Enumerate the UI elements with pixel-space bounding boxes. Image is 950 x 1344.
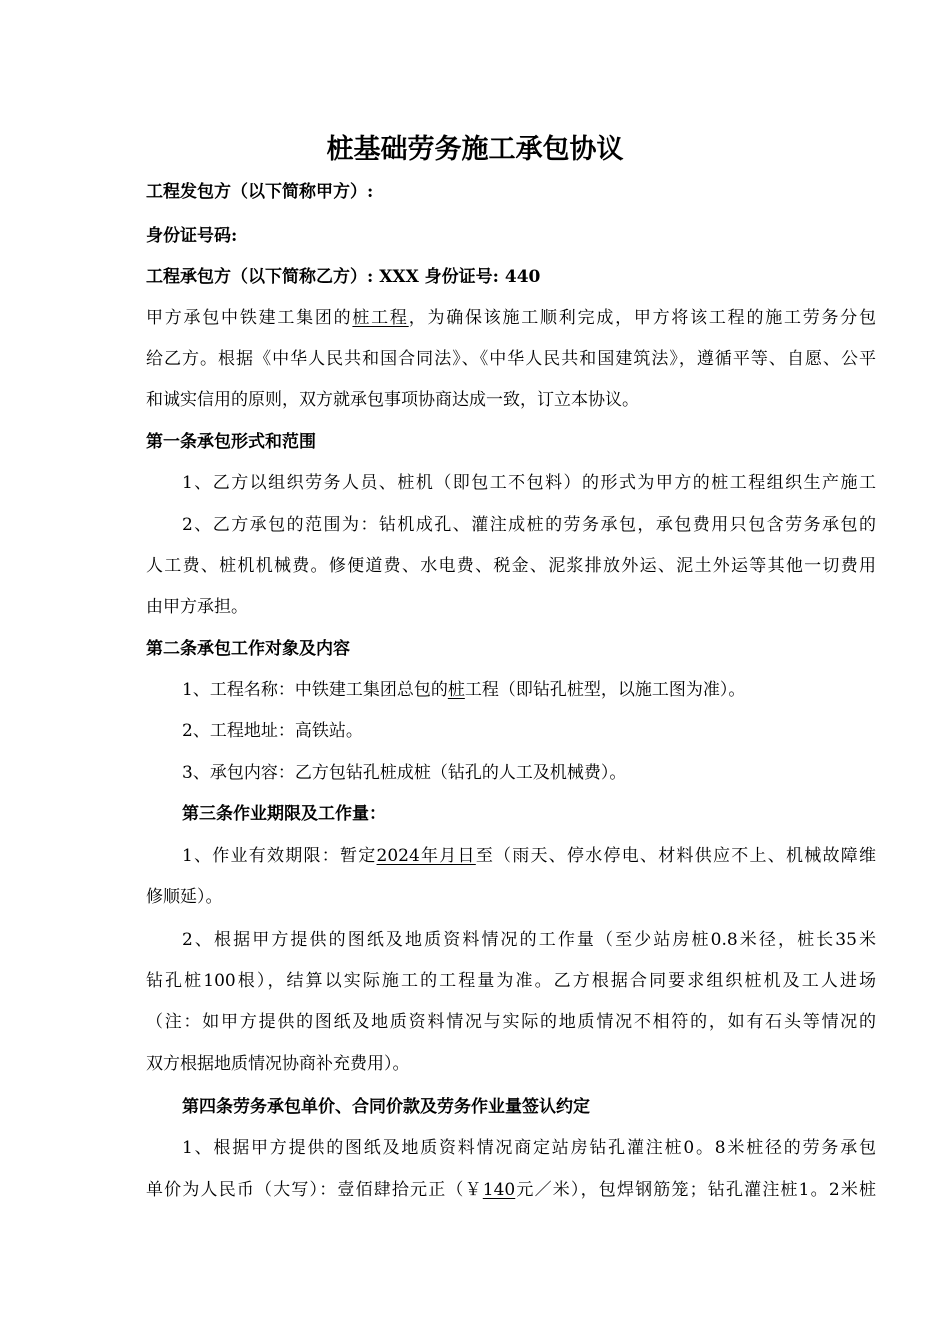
article1-heading: 第一条承包形式和范围 xyxy=(146,432,316,452)
article2-heading: 第二条承包工作对象及内容 xyxy=(146,639,350,659)
article3-item1-line2: 修顺延）。 xyxy=(146,887,223,907)
project-link-text: 桩工程 xyxy=(352,308,409,328)
article1-item1: 1、乙方以组织劳务人员、桩机（即包工不包料）的形式为甲方的桩工程组织生产施工 xyxy=(182,473,876,493)
article3-item2-line1: 2、根据甲方提供的图纸及地质资料情况的工作量（至少站房桩0.8米径，桩长35米 xyxy=(182,930,876,950)
article3-item1 xyxy=(182,844,876,868)
article2-item1-text-a: 1、工程名称：中铁建工集团总包的 xyxy=(182,680,448,700)
article4-item1-line1: 1、根据甲方提供的图纸及地质资料情况商定站房钻孔灌注桩0。8米桩径的劳务承包 xyxy=(182,1138,876,1158)
article3-item1-date: 2024年月日 xyxy=(376,846,476,866)
article4-item1-line2 xyxy=(146,1178,876,1202)
article3-item2-line2: 钻孔桩100根），结算以实际施工的工程量为准。乙方根据合同要求组织桩机及工人进场 xyxy=(146,971,876,991)
article3-item2-line4: 双方根据地质情况协商补充费用）。 xyxy=(146,1054,410,1074)
intro-text-a: 甲方承包中铁建工集团的 xyxy=(146,308,353,328)
intro-line-2: 给乙方。根据《中华人民共和国合同法》、《中华人民共和国建筑法》，遵循平等、自愿、公平 xyxy=(146,349,876,369)
price-value: 140 xyxy=(482,1180,516,1200)
document-title: 桩基础劳务施工承包协议 xyxy=(326,134,624,165)
id-number-line: 身份证号码: xyxy=(146,226,238,246)
intro-text-b: ，为确保该施工顺利完成，甲方将该工程的施工劳务分包 xyxy=(408,308,876,328)
article4-item1-line2-text-a: 单价为人民币（大写）：壹佰肆拾元正（￥ xyxy=(146,1180,483,1200)
article3-item2-line3: （注：如甲方提供的图纸及地质资料情况与实际的地质情况不相符的，如有石头等情况的 xyxy=(146,1012,876,1032)
article1-item2-line3: 由甲方承担。 xyxy=(146,597,248,617)
article4-item1-line2-text-b: 元／米），包焊钢筋笼；钻孔灌注桩1。2米桩 xyxy=(515,1180,876,1200)
article1-item2-line2: 人工费、桩机机械费。修便道费、水电费、税金、泥浆排放外运、泥土外运等其他一切费用 xyxy=(146,556,876,576)
article2-item3: 3、承包内容：乙方包钻孔桩成桩（钻孔的人工及机械费）。 xyxy=(182,763,627,783)
article2-item1-link: 桩 xyxy=(447,680,465,700)
article3-heading: 第三条作业期限及工作量： xyxy=(182,804,386,824)
article2-item1 xyxy=(182,678,876,702)
article3-item1-text-b: 至（雨天、停水停电、材料供应不上、机械故障维 xyxy=(475,846,876,866)
intro-line-3: 和诚实信用的原则，双方就承包事项协商达成一致，订立本协议。 xyxy=(146,390,639,410)
intro-line-1 xyxy=(146,306,876,330)
party-a-line: 工程发包方（以下简称甲方）: xyxy=(146,182,374,202)
article2-item1-text-b: 工程（即钻孔桩型，以施工图为准）。 xyxy=(464,680,746,700)
article3-item1-text-a: 1、作业有效期限：暂定 xyxy=(182,846,377,866)
article1-item2-line1: 2、乙方承包的范围为：钻机成孔、灌注成桩的劳务承包，承包费用只包含劳务承包的 xyxy=(182,515,876,535)
party-b-line: 工程承包方（以下简称乙方）: XXX 身份证号: 440 xyxy=(146,267,541,287)
article4-heading: 第四条劳务承包单价、合同价款及劳务作业量签认约定 xyxy=(182,1097,590,1117)
article2-item2: 2、工程地址：高铁站。 xyxy=(182,721,363,741)
